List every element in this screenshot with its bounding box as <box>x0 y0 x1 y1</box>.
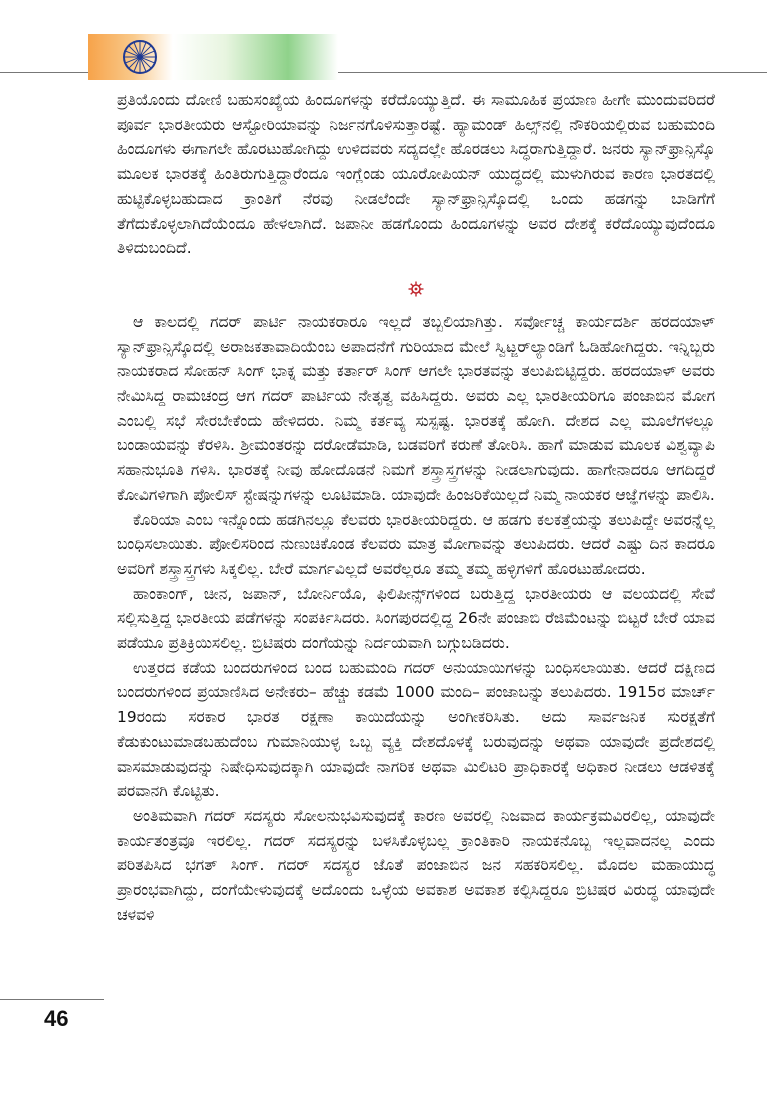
header-rule-left <box>0 72 88 73</box>
paragraph-4: ಉತ್ತರದ ಕಡೆಯ ಬಂದರುಗಳಿಂದ ಬಂದ ಬಹುಮಂದಿ ಗದರ್ ಅನುಯಾಯಿಗಳನ್ನು ಬಂಧಿಸಲಾಯಿತು. ಆದರೆ ದಕ್ಷಿಣದ ಬಂದರುಗಳಿಂದ ಪ್ರಯಾಣಿಸಿದ ಅನೇಕರು– ಹೆಚ್ಚು ಕಡಮೆ 1000 ಮಂದಿ– ಪಂಜಾಬನ್ನು ತಲುಪಿದರು. 1915ರ ಮಾರ್ಚ್ 19ರಂದು ಸರಕಾರ ಭಾರತ ರಕ್ಷಣಾ ಕಾಯಿದೆಯನ್ನು ಅಂಗೀಕರಿಸಿತು. ಅದು ಸಾರ್ವಜನಿಕ ಸುರಕ್ಷತೆಗೆ ಕೆಡುಕುಂಟುಮಾಡಬಹುದೆಂಬ ಗುಮಾನಿಯುಳ್ಳ ಒಬ್ಬ ವ್ಯಕ್ತಿ ದೇಶದೊಳಕ್ಕೆ ಬರುವುದನ್ನು ಅಥವಾ ಯಾವುದೇ ಪ್ರದೇಶದಲ್ಲಿ ವಾಸಮಾಡುವುದನ್ನು ನಿಷೇಧಿಸುವುದಕ್ಕಾಗಿ ಯಾವುದೇ ನಾಗರಿಕ ಅಥವಾ ಮಿಲಿಟರಿ ಪ್ರಾಧಿಕಾರಕ್ಕೆ ಅಧಿಕಾರ ನೀಡಲು ಆಡಳಿತಕ್ಕೆ ಪರವಾನಗಿ ಕೊಟ್ಟಿತು. <box>117 658 715 801</box>
page-number: 46 <box>44 1006 69 1031</box>
section-separator <box>117 280 715 304</box>
body-text <box>117 88 715 928</box>
paragraph-3: ಹಾಂಕಾಂಗ್, ಚೀನ, ಜಪಾನ್, ಬೋರ್ನಿಯೊ, ಫಿಲಿಪೀನ್ಸ್‌ಗಳಿಂದ ಬರುತ್ತಿದ್ದ ಭಾರತೀಯರು ಆ ವಲಯದಲ್ಲಿ ಸೇವೆ ಸಲ್ಲಿಸುತ್ತಿದ್ದ ಭಾರತೀಯ ಪಡೆಗಳನ್ನು ಸಂಪರ್ಕಿಸಿದರು. ಸಿಂಗಪುರದಲ್ಲಿದ್ದ 26ನೇ ಪಂಜಾಬಿ ರೆಜಿಮೆಂಟನ್ನು ಬಿಟ್ಟರೆ ಬೇರೆ ಯಾವ ಪಡೆಯೂ ಪ್ರತಿಕ್ರಿಯಿಸಲಿಲ್ಲ. ಬ್ರಿಟಿಷರು ದಂಗೆಯನ್ನು ನಿರ್ದಯವಾಗಿ ಬಗ್ಗುಬಡಿದರು. <box>117 584 715 653</box>
paragraph-2: ಕೊರಿಯಾ ಎಂಬ ಇನ್ನೊಂದು ಹಡಗಿನಲ್ಲೂ ಕೆಲವರು ಭಾರತೀಯರಿದ್ದರು. ಆ ಹಡಗು ಕಲಕತ್ತೆಯನ್ನು ತಲುಪಿದ್ದೇ ಅವರನ್ನೆಲ್ಲ ಬಂಧಿಸಲಾಯಿತು. ಪೋಲಿಸರಿಂದ ನುಣುಚಿಕೊಂಡ ಕೆಲವರು ಮಾತ್ರ ಮೋಗಾವನ್ನು ತಲುಪಿದರು. ಆದರೆ ಎಷ್ಟು ದಿನ ಕಾದರೂ ಅವರಿಗೆ ಶಸ್ತ್ರಾಸ್ತ್ರಗಳು ಸಿಕ್ಕಲಿಲ್ಲ. ಬೇರೆ ಮಾರ್ಗವಿಲ್ಲದೆ ಅವರೆಲ್ಲರೂ ತಮ್ಮ ತಮ್ಮ ಹಳ್ಳಿಗಳಿಗೆ ಹೊರಟುಹೋದರು. <box>117 510 715 578</box>
ornament-icon <box>408 281 424 297</box>
paragraph-5: ಅಂತಿಮವಾಗಿ ಗದರ್ ಸದಸ್ಯರು ಸೋಲನುಭವಿಸುವುದಕ್ಕೆ ಕಾರಣ ಅವರಲ್ಲಿ ನಿಜವಾದ ಕಾರ್ಯಕ್ರಮವಿರಲಿಲ್ಲ, ಯಾವುದೇ ಕಾರ್ಯತಂತ್ರವೂ ಇರಲಿಲ್ಲ. ಗದರ್ ಸದಸ್ಯರನ್ನು ಬಳಸಿಕೊಳ್ಳಬಲ್ಲ ಕ್ರಾಂತಿಕಾರಿ ನಾಯಕನೊಬ್ಬ ಇಲ್ಲವಾದನಲ್ಲ ಎಂದು ಪರಿತಪಿಸಿದ ಭಗತ್ ಸಿಂಗ್. ಗದರ್ ಸದಸ್ಯರ ಜೊತೆ ಪಂಜಾಬಿನ ಜನ ಸಹಕರಿಸಲಿಲ್ಲ. ಮೊದಲ ಮಹಾಯುದ್ಧ ಪ್ರಾರಂಭವಾಗಿದ್ದು, ದಂಗೆಯೇಳುವುದಕ್ಕೆ ಅದೊಂದು ಒಳ್ಳೆಯ ಅವಕಾಶ ಅವಕಾಶ ಕಲ್ಪಿಸಿದ್ದರೂ ಬ್ರಿಟಿಷರ ವಿರುದ್ಧ ಯಾವುದೇ ಚಳವಳಿ <box>117 806 715 924</box>
ashoka-chakra-icon <box>122 39 158 75</box>
header-rule <box>338 72 767 73</box>
paragraph-top-1: ಪ್ರತಿಯೊಂದು ದೋಣಿ ಬಹುಸಂಖ್ಯೆಯ ಹಿಂದೂಗಳನ್ನು ಕರೆದೊಯ್ಯುತ್ತಿದೆ. ಈ ಸಾಮೂಹಿಕ ಪ್ರಯಾಣ ಹೀಗೇ ಮುಂದುವರಿದರೆ ಪೂರ್ವ ಭಾರತೀಯರು ಆಸ್ಟೋರಿಯಾವನ್ನು ನಿರ್ಜನಗೊಳಿಸುತ್ತಾರಷ್ಟೆ. ಹ್ಯಾಮಂಡ್ ಹಿಲ್ಸ್‌ನಲ್ಲಿ ನೌಕರಿಯಲ್ಲಿರುವ ಬಹುಮಂದಿ ಹಿಂದೂಗಳು ಈಗಾಗಲೇ ಹೊರಟುಹೋಗಿದ್ದು ಉಳಿದವರು ಸದ್ಯದಲ್ಲೇ ಹೊರಡಲು ಸಿದ್ಧರಾಗುತ್ತಿದ್ದಾರೆ. ಜನರು ಸ್ಯಾನ್‌ಫ್ರಾನ್ಸಿಸ್ಕೊ ಮೂಲಕ ಭಾರತಕ್ಕೆ ಹಿಂತಿರುಗುತ್ತಿದ್ದಾರೆಂದೂ ಇಂಗ್ಲೆಂಡು ಯೂರೋಪಿಯನ್ ಯುದ್ಧದಲ್ಲಿ ಮುಳುಗಿರುವ ಕಾರಣ ಭಾರತದಲ್ಲಿ ಹುಟ್ಟಿಕೊಳ್ಳಬಹುದಾದ ಕ್ರಾಂತಿಗೆ ನೆರವು ನೀಡಲೆಂದೇ ಸ್ಯಾನ್‌ಫ್ರಾನ್ಸಿಸ್ಕೊದಲ್ಲಿ ಒಂದು ಹಡಗನ್ನು ಬಾಡಿಗೆಗೆ ತೆಗೆದುಕೊಳ್ಳಲಾಗಿದೆಯೆಂದೂ ಹೇಳಲಾಗಿದೆ. ಜಪಾನೀ ಹಡಗೊಂದು ಹಿಂದೂಗಳನ್ನು ಅವರ ದೇಶಕ್ಕೆ ಕರೆದೊಯ್ಯುವುದೆಂದೂ ತಿಳಿದುಬಂದಿದೆ. <box>117 91 715 258</box>
paragraph-1: ಆ ಕಾಲದಲ್ಲಿ ಗದರ್ ಪಾರ್ಟಿ ನಾಯಕರಾರೂ ಇಲ್ಲದೆ ತಬ್ಬಲಿಯಾಗಿತ್ತು. ಸರ್ವೋಚ್ಚ ಕಾರ್ಯದರ್ಶಿ ಹರದಯಾಳ್ ಸ್ಯಾನ್‌ಫ್ರಾನ್ಸಿಸ್ಕೊದಲ್ಲಿ ಅರಾಜಕತಾವಾದಿಯೆಂಬ ಅಪಾದನೆಗೆ ಗುರಿಯಾದ ಮೇಲೆ ಸ್ವಿಟ್ಜರ್‌ಲ್ಯಾಂಡಿಗೆ ಓಡಿಹೋಗಿದ್ದರು. ಇನ್ನಿಬ್ಬರು ನಾಯಕರಾದ ಸೋಹನ್ ಸಿಂಗ್ ಭಾಕ್ನ ಮತ್ತು ಕರ್ತಾರ್ ಸಿಂಗ್ ಆಗಲೇ ಭಾರತವನ್ನು ತಲುಪಿಬಿಟ್ಟಿದ್ದರು. ಹರದಯಾಳ್ ಅವರು ನೇಮಿಸಿದ್ದ ರಾಮಚಂದ್ರ ಆಗ ಗದರ್ ಪಾರ್ಟಿಯ ನೇತೃತ್ವ ವಹಿಸಿದ್ದರು. ಅವರು ಎಲ್ಲ ಭಾರತೀಯರಿಗೂ ಪಂಜಾಬಿನ ಮೋಗ ಎಂಬಲ್ಲಿ ಸಭೆ ಸೇರಬೇಕೆಂದು ಹೇಳಿದರು. ನಿಮ್ಮ ಕರ್ತವ್ಯ ಸುಸ್ಪಷ್ಟ. ಭಾರತಕ್ಕೆ ಹೋಗಿ. ದೇಶದ ಎಲ್ಲ ಮೂಲೆಗಳಲ್ಲೂ ಬಂಡಾಯವನ್ನು ಕೆರಳಿಸಿ. ಶ್ರೀಮಂತರನ್ನು ದರೋಡೆಮಾಡಿ, ಬಡವರಿಗೆ ಕರುಣೆ ತೋರಿಸಿ. ಹಾಗೆ ಮಾಡುವ ಮೂಲಕ ವಿಶ್ವವ್ಯಾಪಿ ಸಹಾನುಭೂತಿ ಗಳಿಸಿ. ಭಾರತಕ್ಕೆ ನೀವು ಹೋದೊಡನೆ ನಿಮಗೆ ಶಸ್ತ್ರಾಸ್ತ್ರಗಳನ್ನು ನೀಡಲಾಗುವುದು. ಹಾಗೇನಾದರೂ ಆಗದಿದ್ದರೆ ಕೋವಿಗಳಿಗಾಗಿ ಪೋಲಿಸ್ ಸ್ಟೇಷನ್ನುಗಳನ್ನು ಲೂಟಿಮಾಡಿ. ಯಾವುದೇ ಹಿಂಜರಿಕೆಯಿಲ್ಲದೆ ನಿಮ್ಮ ನಾಯಕರ ಆಜ್ಞೆಗಳನ್ನು ಪಾಲಿಸಿ. <box>117 312 715 504</box>
footer-rule <box>0 999 104 1000</box>
